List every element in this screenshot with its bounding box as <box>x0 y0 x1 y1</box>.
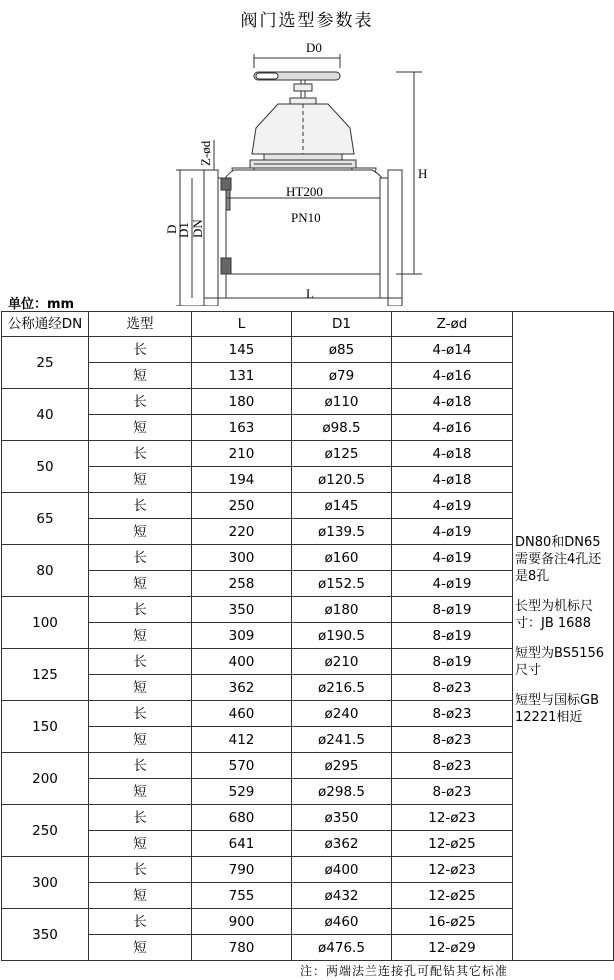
length-cell: 210 <box>192 441 292 467</box>
type-cell: 长 <box>89 597 192 623</box>
type-cell: 短 <box>89 467 192 493</box>
type-cell: 长 <box>89 545 192 571</box>
bolt-holes-cell: 4-ø19 <box>392 571 513 597</box>
type-cell: 长 <box>89 701 192 727</box>
type-cell: 短 <box>89 571 192 597</box>
note-text: 长型为机标尺寸：JB 1688 <box>515 598 594 631</box>
bolt-holes-cell: 4-ø19 <box>392 545 513 571</box>
length-cell: 163 <box>192 415 292 441</box>
bolt-holes-cell: 8-ø19 <box>392 623 513 649</box>
dn-cell: 200 <box>2 753 89 805</box>
d1-cell: ø295 <box>292 753 392 779</box>
bolt-holes-cell: 16-ø25 <box>392 909 513 935</box>
type-cell: 短 <box>89 363 192 389</box>
d1-cell: ø120.5 <box>292 467 392 493</box>
d1-cell: ø298.5 <box>292 779 392 805</box>
d1-cell: ø180 <box>292 597 392 623</box>
table-header-row <box>2 312 614 337</box>
length-cell: 400 <box>192 649 292 675</box>
dn-cell: 50 <box>2 441 89 493</box>
dn-cell: 125 <box>2 649 89 701</box>
type-cell: 短 <box>89 675 192 701</box>
valve-drawing <box>150 28 450 306</box>
d1-cell: ø139.5 <box>292 519 392 545</box>
header-cell: D1 <box>292 312 392 337</box>
d1-cell: ø145 <box>292 493 392 519</box>
dn-cell: 300 <box>2 857 89 909</box>
note-text: DN80和DN65需要备注4孔还是8孔 <box>515 534 602 584</box>
bolt-holes-cell: 12-ø23 <box>392 857 513 883</box>
type-cell: 短 <box>89 519 192 545</box>
note-text: 短型与国标GB 12221相近 <box>515 692 599 725</box>
dim-H: H <box>418 166 428 181</box>
length-cell: 780 <box>192 935 292 961</box>
type-cell: 短 <box>89 883 192 909</box>
d1-cell: ø160 <box>292 545 392 571</box>
type-cell: 长 <box>89 649 192 675</box>
type-cell: 短 <box>89 831 192 857</box>
d1-cell: ø210 <box>292 649 392 675</box>
type-cell: 短 <box>89 779 192 805</box>
type-cell: 长 <box>89 857 192 883</box>
type-cell: 长 <box>89 493 192 519</box>
type-cell: 长 <box>89 909 192 935</box>
dn-cell: 100 <box>2 597 89 649</box>
length-cell: 220 <box>192 519 292 545</box>
type-cell: 短 <box>89 935 192 961</box>
length-cell: 180 <box>192 389 292 415</box>
dn-cell: 40 <box>2 389 89 441</box>
header-cell: L <box>192 312 292 337</box>
body-material: HT200 <box>286 184 323 199</box>
d1-cell: ø125 <box>292 441 392 467</box>
d1-cell: ø190.5 <box>292 623 392 649</box>
length-cell: 570 <box>192 753 292 779</box>
length-cell: 362 <box>192 675 292 701</box>
type-cell: 长 <box>89 441 192 467</box>
dn-cell: 350 <box>2 909 89 961</box>
length-cell: 250 <box>192 493 292 519</box>
length-cell: 755 <box>192 883 292 909</box>
length-cell: 309 <box>192 623 292 649</box>
bolt-holes-cell: 12-ø29 <box>392 935 513 961</box>
right-flange <box>388 170 402 306</box>
length-cell: 680 <box>192 805 292 831</box>
d1-cell: ø216.5 <box>292 675 392 701</box>
d1-cell: ø152.5 <box>292 571 392 597</box>
type-cell: 长 <box>89 389 192 415</box>
unit-label: 单位：mm <box>8 297 75 312</box>
bolt-holes-cell: 8-ø23 <box>392 753 513 779</box>
d1-cell: ø98.5 <box>292 415 392 441</box>
bolt-holes-cell: 12-ø23 <box>392 805 513 831</box>
bolt-holes-cell: 8-ø23 <box>392 675 513 701</box>
type-cell: 短 <box>89 623 192 649</box>
type-cell: 短 <box>89 727 192 753</box>
bolt-holes-cell: 8-ø19 <box>392 597 513 623</box>
header-cell: Z-ød <box>392 312 513 337</box>
length-cell: 131 <box>192 363 292 389</box>
length-cell: 145 <box>192 337 292 363</box>
length-cell: 194 <box>192 467 292 493</box>
bolt-holes-cell: 8-ø23 <box>392 727 513 753</box>
bolt-holes-cell: 8-ø23 <box>392 701 513 727</box>
dim-Z-phi: Z-ød <box>198 140 213 166</box>
dim-DN: DN <box>190 219 205 238</box>
d1-cell: ø240 <box>292 701 392 727</box>
body-pressure: PN10 <box>291 210 321 225</box>
bolt-holes-cell: 4-ø18 <box>392 467 513 493</box>
length-cell: 258 <box>192 571 292 597</box>
footnote: 注：两端法兰连接孔可配钻其它标准 <box>299 964 508 978</box>
length-cell: 412 <box>192 727 292 753</box>
bolt-holes-cell: 4-ø19 <box>392 519 513 545</box>
length-cell: 350 <box>192 597 292 623</box>
d1-cell: ø110 <box>292 389 392 415</box>
page-title: 阀门选型参数表 <box>240 11 374 31</box>
dim-D1: D1 <box>176 222 191 238</box>
bolt-holes-cell: 12-ø25 <box>392 883 513 909</box>
type-cell: 长 <box>89 337 192 363</box>
length-cell: 641 <box>192 831 292 857</box>
dim-D: D <box>164 224 179 234</box>
d1-cell: ø350 <box>292 805 392 831</box>
dn-cell: 250 <box>2 805 89 857</box>
bolt-holes-cell: 4-ø16 <box>392 363 513 389</box>
dn-cell: 150 <box>2 701 89 753</box>
type-cell: 短 <box>89 415 192 441</box>
type-cell: 长 <box>89 805 192 831</box>
d1-cell: ø241.5 <box>292 727 392 753</box>
spec-table <box>1 311 614 961</box>
length-cell: 300 <box>192 545 292 571</box>
bolt-holes-cell: 8-ø19 <box>392 649 513 675</box>
dn-cell: 25 <box>2 337 89 389</box>
left-flange <box>204 170 218 306</box>
dn-cell: 80 <box>2 545 89 597</box>
note-text: 短型为BS5156尺寸 <box>515 645 605 678</box>
length-cell: 900 <box>192 909 292 935</box>
header-cell: 公称通经DN <box>2 312 89 337</box>
dim-D0: D0 <box>306 40 322 55</box>
length-cell: 460 <box>192 701 292 727</box>
d1-cell: ø460 <box>292 909 392 935</box>
dn-cell: 65 <box>2 493 89 545</box>
d1-cell: ø362 <box>292 831 392 857</box>
d1-cell: ø85 <box>292 337 392 363</box>
d1-cell: ø400 <box>292 857 392 883</box>
bolt-holes-cell: 4-ø18 <box>392 389 513 415</box>
header-cell: 选型 <box>89 312 192 337</box>
bolt-holes-cell: 4-ø14 <box>392 337 513 363</box>
bolt-holes-cell: 4-ø16 <box>392 415 513 441</box>
bolt-holes-cell: 12-ø25 <box>392 831 513 857</box>
bolt-holes-cell: 8-ø23 <box>392 779 513 805</box>
bolt-holes-cell: 4-ø19 <box>392 493 513 519</box>
length-cell: 790 <box>192 857 292 883</box>
bolt-holes-cell: 4-ø18 <box>392 441 513 467</box>
length-cell: 529 <box>192 779 292 805</box>
dim-L: L <box>306 286 314 301</box>
d1-cell: ø432 <box>292 883 392 909</box>
d1-cell: ø476.5 <box>292 935 392 961</box>
d1-cell: ø79 <box>292 363 392 389</box>
type-cell: 长 <box>89 753 192 779</box>
notes-cell <box>513 312 614 961</box>
